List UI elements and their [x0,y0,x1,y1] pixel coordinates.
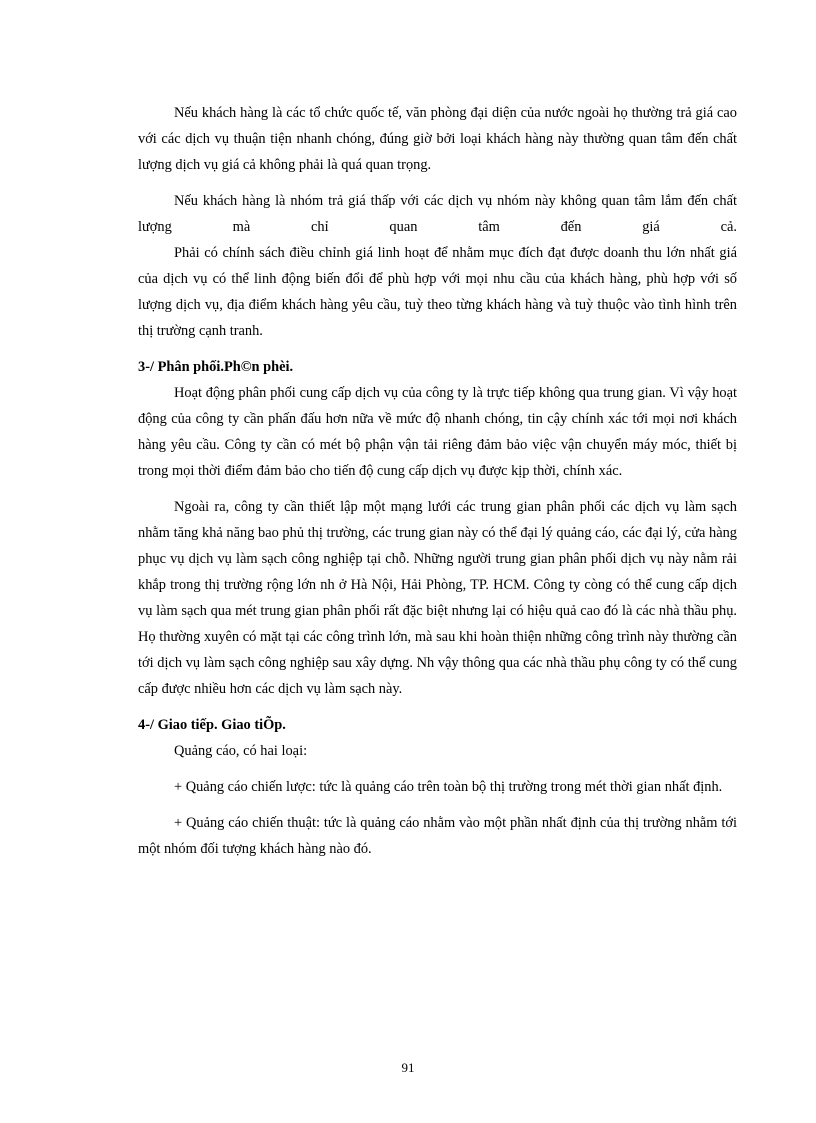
section-heading-communication: 4-/ Giao tiếp. Giao tiÕp. [138,717,286,733]
paragraph-strategic-advertising: + Quảng cáo chiến lược: tức là quảng cáo trên toàn bộ thị trường trong mét thời gian nhất định. [174,779,723,795]
paragraph-low-price-customers: Nếu khách hàng là nhóm trả giá thấp với các dịch vụ nhóm này không quan tâm lắm đến chất lượng mà chỉ quan tâm đến giá cả. [138,193,737,235]
paragraph-advertising-types: Quảng cáo, có hai loại: [174,743,308,759]
page-number: 91 [401,1060,415,1075]
paragraph-international-customers: Nếu khách hàng là các tổ chức quốc tế, văn phòng đại diện của nước ngoài họ thường trả giá cao với các dịch vụ thuận tiện nhanh chóng, đúng giờ bởi loại khách hàng này thường quan tâm đến chất lượng dịch vụ giá cả không phải là quá quan trọng. [138,105,737,173]
section-heading-distribution: 3-/ Phân phối.Ph©n phèi. [138,359,294,375]
document-body [138,100,737,862]
paragraph-intermediaries: Ngoài ra, công ty cần thiết lập một mạng lưới các trung gian phân phối các dịch vụ làm sạch nhằm tăng khả năng bao phủ thị trường, các trung gian này có thể đại lý quảng cáo, các đại lý, cửa hàng phục vụ dịch vụ làm sạch công nghiệp tại chỗ. Những người trung gian phân phối dịch vụ này nằm rải khắp trong thị trường rộng lớn nh ở Hà Nội, Hải Phòng, TP. HCM. Công ty còng có thể cung cấp dịch vụ làm sạch qua mét trung gian phân phối rất đặc biệt nhưng lại có hiệu quả cao đó là các nhà thầu phụ. Họ thường xuyên có mặt tại các công trình lớn, mà sau khi hoàn thiện những công trình này thường cần tới dịch vụ làm sạch công nghiệp sau xây dựng. Nh vậy thông qua các nhà thầu phụ công ty có thể cung cấp được nhiều hơn các dịch vụ làm sạch này. [138,499,737,697]
paragraph-tactical-advertising: + Quảng cáo chiến thuật: tức là quảng cáo nhằm vào một phần nhất định của thị trường nhằm tới một nhóm đối tượng khách hàng nào đó. [138,815,737,857]
paragraph-flexible-pricing: Phải có chính sách điều chỉnh giá linh hoạt để nhằm mục đích đạt được doanh thu lớn nhất giá của dịch vụ có thể linh động biến đổi để phù hợp với mọi nhu cầu của khách hàng, phù hợp với số lượng dịch vụ, địa điểm khách hàng yêu cầu, tuỳ theo từng khách hàng và tuỳ thuộc vào tình hình trên thị trường cạnh tranh. [138,245,737,339]
paragraph-distribution: Hoạt động phân phối cung cấp dịch vụ của công ty là trực tiếp không qua trung gian. Vì vậy hoạt động của công ty cần phấn đấu hơn nữa về mức độ nhanh chóng, tin cậy chính xác tới mọi nơi khách hàng yêu cầu. Công ty cần có mét bộ phận vận tải riêng đảm bảo việc vận chuyển máy móc, thiết bị trong mọi thời điểm đảm bảo cho tiến độ cung cấp dịch vụ được kịp thời, chính xác. [138,385,737,479]
